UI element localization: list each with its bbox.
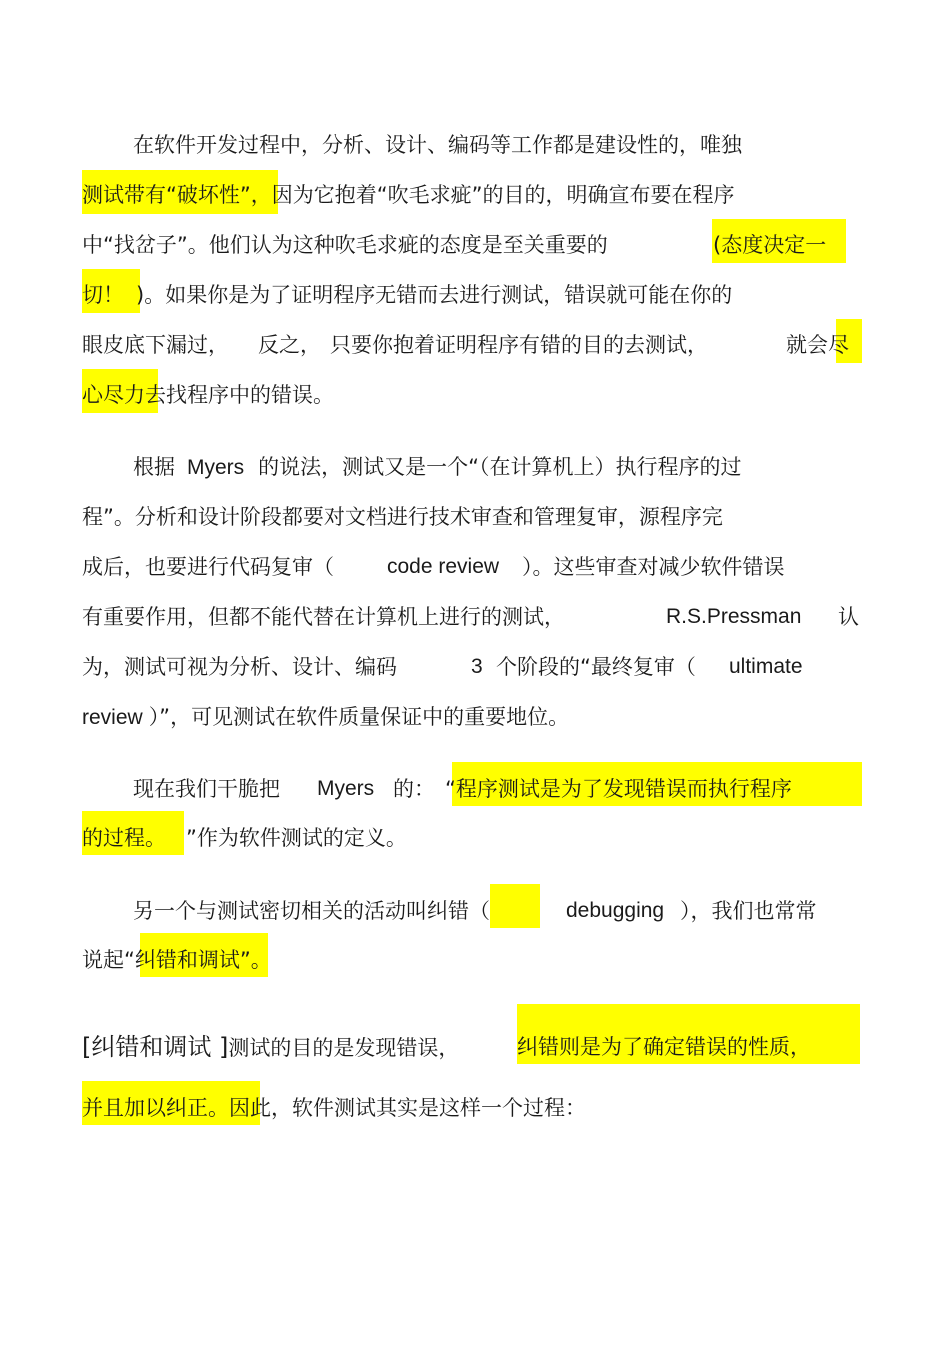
p4-line-2: 说起“纠错和调试”。 bbox=[82, 948, 272, 972]
p2-line-4: 有重要作用，但都不能代替在计算机上进行的测试， bbox=[82, 605, 565, 629]
p2-line-3b: code review bbox=[387, 555, 500, 578]
p3-line-1d: “程序测试是为了发现错误而执行程序 bbox=[445, 777, 792, 801]
p1-line-5: 眼皮底下漏过， bbox=[82, 333, 229, 357]
p5-line-1: [纠错和调试 ]测试的目的是发现错误， bbox=[82, 1033, 460, 1061]
p1-line-6: 心尽力去找程序中的错误。 bbox=[82, 383, 334, 407]
p5-line-1c: 纠错则是为了确定错误的性质， bbox=[517, 1035, 811, 1059]
p2-line-3c: ）。这些审查对减少软件错误 bbox=[522, 555, 785, 579]
p3-line-1c: 的： bbox=[393, 777, 435, 801]
p2-line-6: review ）”，可见测试在软件质量保证中的重要地位。 bbox=[82, 705, 570, 729]
p5-line-2: 并且加以纠正。因此，软件测试其实是这样一个过程： bbox=[82, 1096, 586, 1120]
p4-line-1: 另一个与测试密切相关的活动叫纠错（ bbox=[133, 899, 490, 923]
p1-line-2: 测试带有“破坏性”，因为它抱着“吹毛求疵”的目的，明确宣布要在程序 bbox=[82, 183, 735, 207]
p2-line-5c: 个阶段的“最终复审（ bbox=[496, 655, 696, 679]
p1-line-4: 切！ )。如果你是为了证明程序无错而去进行测试，错误就可能在你的 bbox=[82, 283, 733, 307]
p2-line-5b: 3 bbox=[471, 655, 483, 678]
p1-line-1: 在软件开发过程中，分析、设计、编码等工作都是建设性的，唯独 bbox=[133, 133, 742, 157]
p3-line-1b: Myers bbox=[317, 777, 375, 800]
p2-line-2: 程”。分析和设计阶段都要对文档进行技术审查和管理复审，源程序完 bbox=[82, 505, 723, 529]
p2-line-4c: 认 bbox=[838, 605, 859, 629]
p1-line-3: 中“找岔子”。他们认为这种吹毛求疵的态度是至关重要的 bbox=[82, 233, 608, 257]
p2-line-3: 成后，也要进行代码复审（ bbox=[82, 555, 334, 579]
p2-line-5d: ultimate bbox=[729, 655, 803, 678]
p3-line-2: 的过程。 bbox=[82, 826, 166, 850]
highlight-box bbox=[490, 884, 540, 928]
p4-line-1d: ），我们也常常 bbox=[680, 899, 817, 923]
p1-line-5c: 只要你抱着证明程序有错的目的去测试， bbox=[330, 333, 708, 357]
p4-line-1c: debugging bbox=[566, 899, 665, 922]
p3-line-2b: ”作为软件测试的定义。 bbox=[186, 826, 407, 850]
p1-line-5d: 就会尽 bbox=[786, 333, 849, 357]
p1-line-5b: 反之， bbox=[258, 333, 321, 357]
p2-line-1: 根据 Myers 的说法，测试又是一个“（在计算机上）执行程序的过 bbox=[133, 455, 742, 479]
p2-line-4b: R.S.Pressman bbox=[666, 605, 802, 628]
p3-line-1: 现在我们干脆把 bbox=[133, 777, 280, 801]
p1-line-3b: (态度决定一 bbox=[713, 233, 827, 257]
p2-line-5: 为，测试可视为分析、设计、编码 bbox=[82, 655, 397, 679]
